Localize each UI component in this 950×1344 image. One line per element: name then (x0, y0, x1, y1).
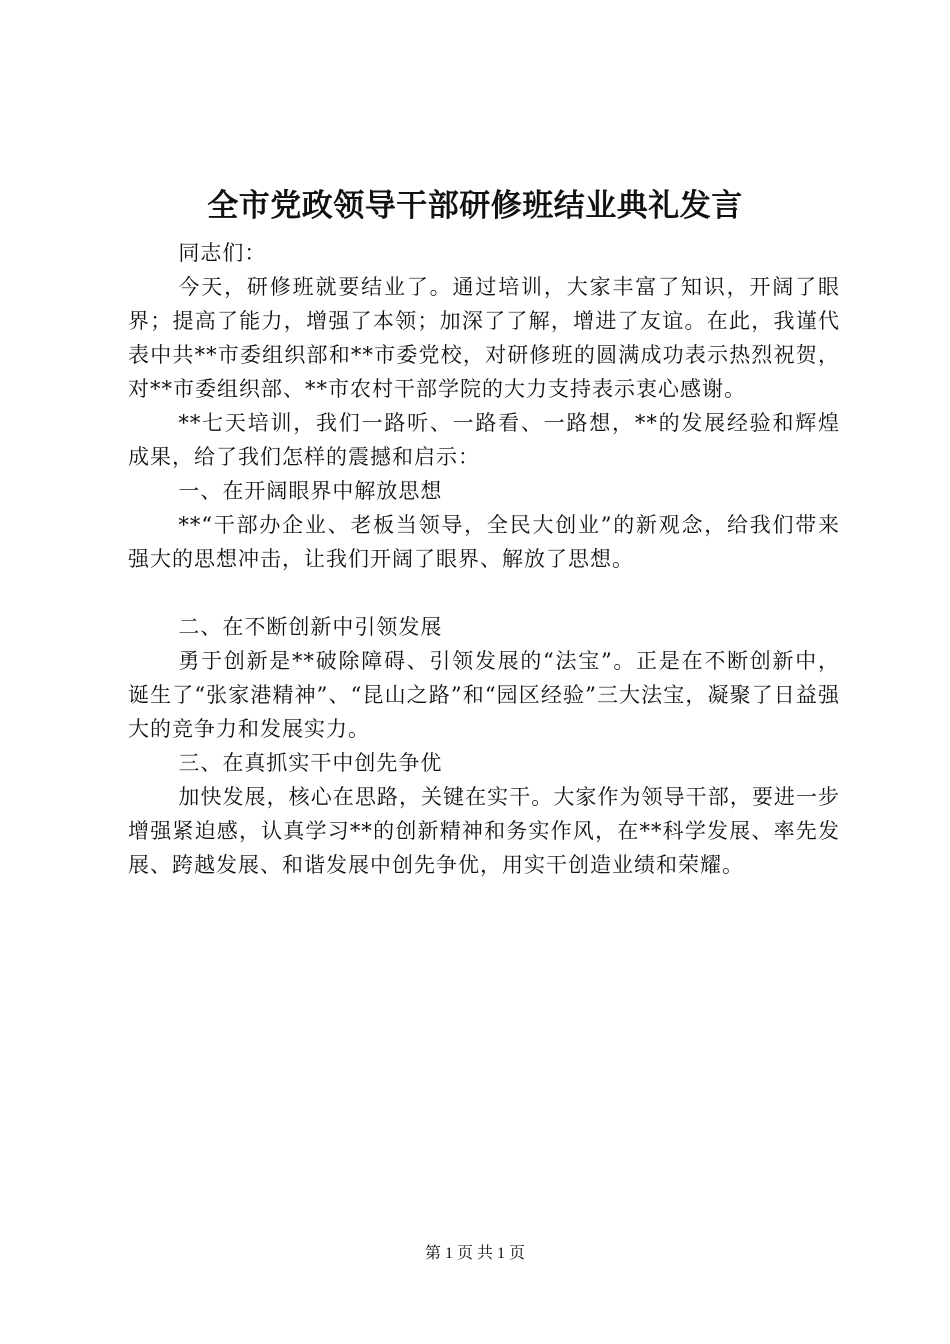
paragraph-opening: 今天，研修班就要结业了。通过培训，大家丰富了知识，开阔了眼界；提高了能力，增强了本领；加深了了解，增进了友谊。在此，我谨代表中共**市委组织部和**市委党校，对研修班的圆满成功表示热烈祝贺，对**市委组织部、**市农村干部学院的大力支持表示衷心感谢。 (128, 275, 840, 401)
document-body (128, 236, 840, 882)
section-heading-2: 二、在不断创新中引领发展 (178, 615, 443, 639)
blank-line (128, 576, 840, 610)
page-number-footer: 第 1 页 共 1 页 (424, 1245, 525, 1262)
paragraph-section-2: 勇于创新是**破除障碍、引领发展的“法宝”。正是在不断创新中，诞生了“张家港精神”、“昆山之路”和“园区经验”三大法宝，凝聚了日益强大的竞争力和发展实力。 (128, 649, 840, 741)
section-heading-1: 一、在开阔眼界中解放思想 (178, 479, 443, 503)
paragraph-section-1: **“干部办企业、老板当领导，全民大创业”的新观念，给我们带来强大的思想冲击，让我们开阔了眼界、解放了思想。 (128, 513, 840, 571)
section-heading-3: 三、在真抓实干中创先争优 (178, 751, 443, 775)
paragraph-training: **七天培训，我们一路听、一路看、一路想，**的发展经验和辉煌成果，给了我们怎样的震撼和启示： (128, 411, 840, 469)
document-title: 全市党政领导干部研修班结业典礼发言 (207, 188, 743, 224)
salutation: 同志们： (178, 241, 267, 265)
paragraph-section-3: 加快发展，核心在思路，关键在实干。大家作为领导干部，要进一步增强紧迫感，认真学习**的创新精神和务实作风，在**科学发展、率先发展、跨越发展、和谐发展中创先争优，用实干创造业绩和荣耀。 (128, 785, 840, 877)
